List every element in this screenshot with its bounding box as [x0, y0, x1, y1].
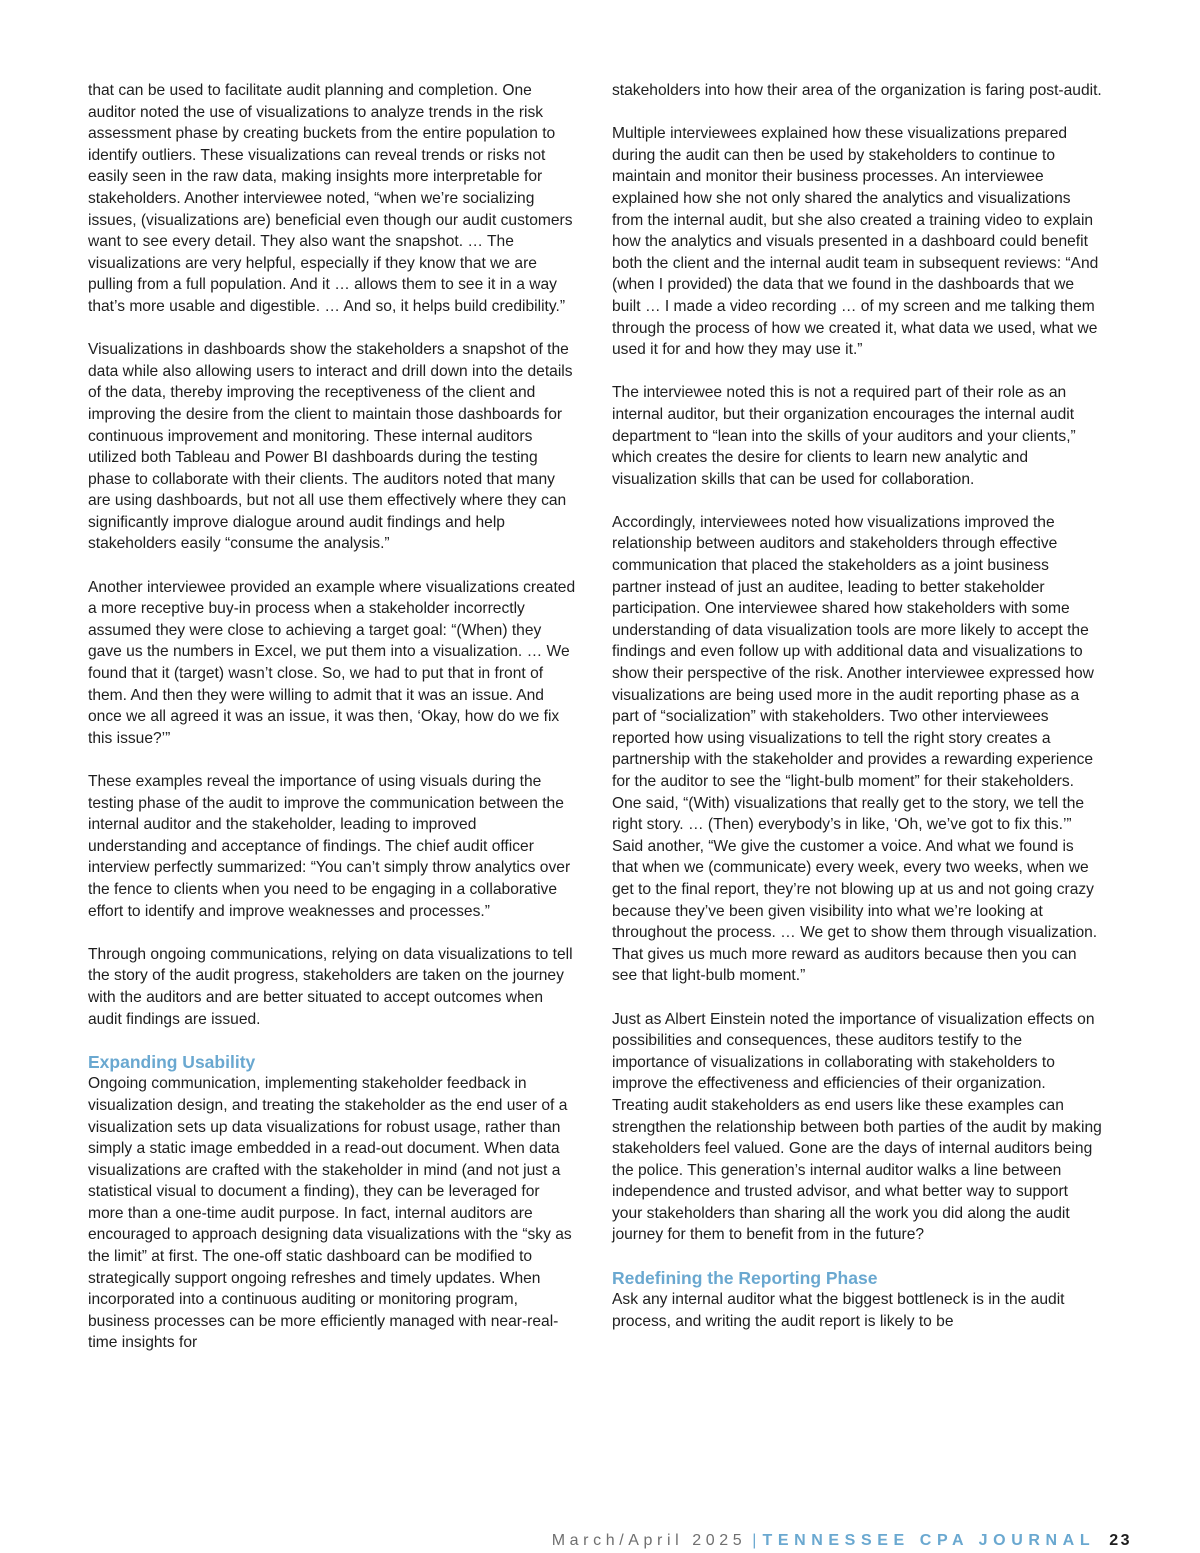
body-paragraph: Multiple interviewees explained how these visualizations prepared during the audit can then be used by stakeholders to continue to maintain and monitor their business processes. An interviewee explained how she not only shared the analytics and visualizations from the internal audit, but she also created a training video to explain how the analytics and visuals presented in a dashboard could benefit both the client and the internal audit team in subsequent reviews: “And (when I provided) the data that we found in the dashboards that we built … I made a video recording … of my screen and me talking them through the process of how we created it, what data we used, what we used it for and how they may use it.”: [612, 125, 1099, 359]
body-paragraph: Just as Albert Einstein noted the importance of visualization effects on possibilities and consequences, these auditors testify to the importance of visualizations in collaborating with stakeholders to improve the effectiveness and efficiencies of their organization. Treating audit stakeholders as end users like these examples can strengthen the relationship between both parties of the audit by making stakeholders feel valued. Gone are the days of internal auditors being the police. This generation’s internal auditor walks a line between independence and trusted advisor, and what better way to support your stakeholders than sharing all the work you did along the audit journey for them to benefit from in the future?: [612, 1010, 1102, 1244]
section-heading-expanding-usability: Expanding Usability: [88, 1051, 256, 1072]
body-paragraph: These examples reveal the importance of using visuals during the testing phase of the audit to improve the communication between the internal auditor and the stakeholder, leading to improved understanding and acceptance of findings. The chief audit officer interview perfectly summarized: “You can’t simply throw analytics over the fence to clients when you need to be engaging in a collaborative effort to identify and improve weaknesses and processes.”: [88, 773, 571, 920]
body-paragraph: stakeholders into how their area of the organization is faring post-audit.: [612, 82, 1102, 99]
left-column: [88, 80, 578, 1354]
body-paragraph: Ongoing communication, implementing stakeholder feedback in visualization design, and treating the stakeholder as the end user of a visualization sets up data visualizations for robust usage, rather than simply a static image embedded in a read-out document. When data visualizations are crafted with the stakeholder in mind (and not just a statistical visual to document a finding), they can be leveraged for more than a one-time audit purpose. In fact, internal auditors are encouraged to approach designing data visualizations with the “sky as the limit” at first. The one-off static dashboard can be modified to strategically support ongoing refreshes and timely updates. When incorporated into a continuous auditing or monitoring program, business processes can be more efficiently managed with near-real-time insights for: [88, 1075, 572, 1352]
footer-separator: |: [752, 1532, 757, 1549]
page-footer: [0, 1531, 1132, 1551]
page-number: 23: [1109, 1532, 1132, 1549]
body-paragraph: that can be used to facilitate audit planning and completion. One auditor noted the use of visualizations to analyze trends in the risk assessment phase by creating buckets from the entire population to identify outliers. These visualizations can reveal trends or risks not easily seen in the raw data, making insights more interpretable for stakeholders. Another interviewee noted, “when we’re socializing issues, (visualizations are) beneficial even though our audit customers want to see every detail. They also want the snapshot. … The visualizations are very helpful, especially if they know that we are pulling from a full population. And it … allows them to see it in a way that’s more usable and digestible. … And so, it helps build credibility.”: [88, 82, 573, 315]
section-heading-redefining-reporting: Redefining the Reporting Phase: [612, 1267, 878, 1288]
body-paragraph: Ask any internal auditor what the biggest bottleneck is in the audit process, and writing the audit report is likely to be: [612, 1291, 1065, 1330]
body-paragraph: Through ongoing communications, relying on data visualizations to tell the story of the audit progress, stakeholders are taken on the journey with the auditors and are better situated to accept outcomes when audit findings are issued.: [88, 945, 573, 1028]
body-paragraph: Another interviewee provided an example where visualizations created a more receptive buy-in process when a stakeholder incorrectly assumed they were close to achieving a target goal: “(When) they gave us the numbers in Excel, we put them into a visualization. … We found that it (target) wasn’t close. So, we had to put that in front of them. And then they were willing to admit that it was an issue. And once we all agreed it was an issue, it was then, ‘Okay, how do we fix this issue?’”: [88, 578, 576, 747]
body-paragraph: The interviewee noted this is not a required part of their role as an internal auditor, but their organization encourages the internal audit department to “lean into the skills of your auditors and your clients,” which creates the desire for clients to learn new analytic and visualization skills that can be used for collaboration.: [612, 384, 1076, 488]
body-paragraph: Accordingly, interviewees noted how visualizations improved the relationship between auditors and stakeholders through effective communication that placed the stakeholders as a joint business partner instead of just an auditee, leading to better stakeholder participation. One interviewee shared how stakeholders with some understanding of data visualization tools are more likely to accept the findings and even follow up with additional data and visualizations to show their perspective of the risk. Another interviewee expressed how visualizations are being used more in the audit reporting phase as a part of “socialization” with stakeholders. Two other interviewees reported how using visualizations to tell the right story creates a partnership with the stakeholder and provides a rewarding experience for the auditor to see the “light-bulb moment” for their stakeholders. One said, “(With) visualizations that really get to the story, we tell the right story. … (Then) everybody’s in like, ‘Oh, we’ve got to fix this.’” Said another, “We give the customer a voice. And what we found is that when we (communicate) every week, every two weeks, when we get to the final report, they’re not blowing up at us and not going crazy because they’ve been given visibility into what we’re looking at throughout the process. … We get to show them through visualization. That gives us much more reward as auditors because then you can see that light-bulb moment.”: [612, 513, 1098, 985]
right-column: [612, 80, 1102, 1332]
journal-name: TENNESSEE CPA JOURNAL: [762, 1532, 1096, 1549]
body-paragraph: Visualizations in dashboards show the stakeholders a snapshot of the data while also allowing users to interact and drill down into the details of the data, thereby improving the receptiveness of the client and improving the desire from the client to maintain those dashboards for continuous improvement and monitoring. These internal auditors utilized both Tableau and Power BI dashboards during the testing phase to collaborate with their clients. The auditors noted that many are using dashboards, but not all use them effectively where they can significantly improve dialogue around audit findings and help stakeholders easily “consume the analysis.”: [88, 341, 573, 553]
issue-date: March/April 2025: [551, 1532, 747, 1549]
